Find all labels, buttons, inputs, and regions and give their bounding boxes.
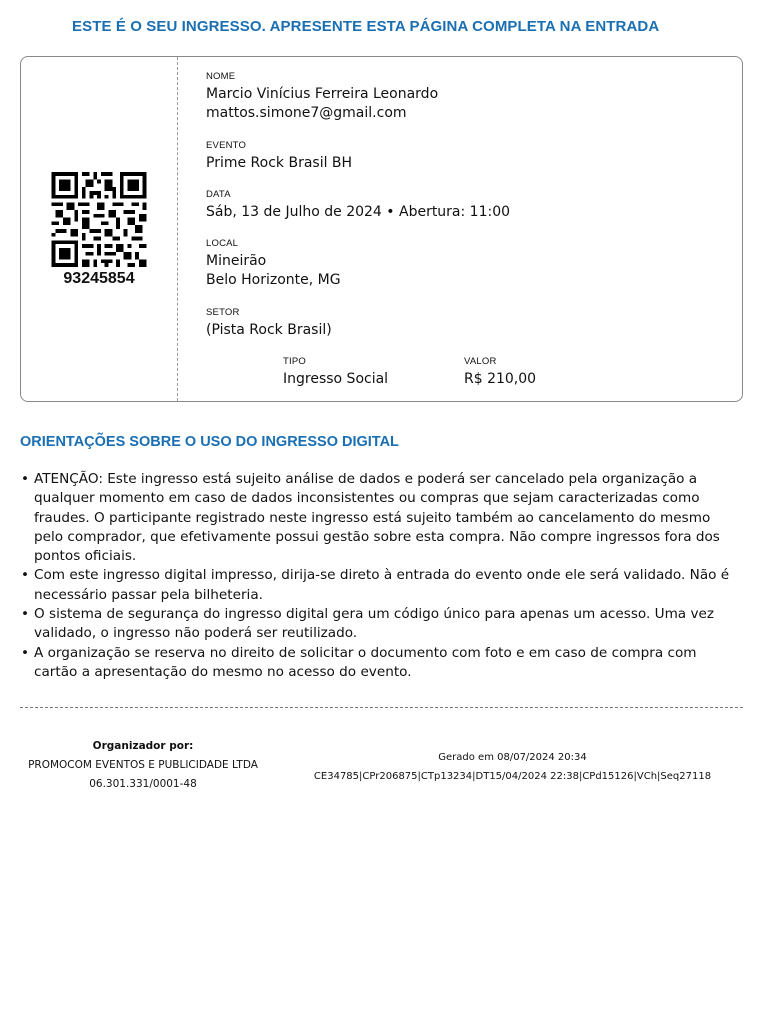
organizer-block [18, 737, 268, 794]
orientations-list [20, 470, 740, 682]
organizer-title: Organizador por: [92, 740, 194, 752]
field-label: SETOR [206, 307, 240, 318]
ticket-divider [177, 57, 178, 401]
field-label: NOME [206, 71, 236, 82]
generation-block [300, 748, 725, 786]
qr-code-icon [49, 172, 149, 267]
ticket-codes: CE34785|CPr206875|CTp13234|DT15/04/2024 22:38|CPd15126|VCh|Seq27118 [313, 771, 712, 782]
sector-name: (Pista Rock Brasil) [206, 322, 332, 338]
qr-block [49, 172, 149, 288]
organizer-name: PROMOCOM EVENTOS E PUBLICIDADE LTDA [28, 759, 258, 771]
list-item: • O sistema de segurança do ingresso digital gera um código único para apenas um acesso. Uma vez validado, o ingresso não poderá ser reutilizado. [20, 605, 740, 644]
orientations-title: ORIENTAÇÕES SOBRE O USO DO INGRESSO DIGITAL [20, 434, 399, 450]
ticket-code: 93245854 [63, 270, 135, 287]
field-label: DATA [206, 189, 231, 200]
page-header: ESTE É O SEU INGRESSO. APRESENTE ESTA PÁGINA COMPLETA NA ENTRADA [72, 18, 660, 35]
list-item: • ATENÇÃO: Este ingresso está sujeito análise de dados e poderá ser cancelado pela organização a qualquer momento em caso de dados inconsistentes ou compras que sejam caracterizadas como fraudes. O participante registrado neste ingresso está sujeito também ao cancelamento do mesmo pelo comprador, que efetivamente possui gestão sobre esta compra. Não compre ingressos fora dos pontos oficiais. [20, 470, 740, 566]
field-tipo [283, 356, 388, 389]
field-valor [464, 356, 536, 389]
event-date: Sáb, 13 de Julho de 2024 • Abertura: 11:00 [206, 204, 511, 220]
footer-divider [20, 707, 743, 708]
field-setor [206, 307, 332, 340]
list-item: • A organização se reserva no direito de solicitar o documento com foto e em caso de compra com cartão a apresentação do mesmo no acesso do evento. [20, 644, 740, 683]
organizer-cnpj: 06.301.331/0001-48 [89, 778, 197, 790]
field-label: LOCAL [206, 238, 239, 249]
list-item: • Com este ingresso digital impresso, dirija-se direto à entrada do evento onde ele será validado. Não é necessário passar pela bilheteria. [20, 566, 740, 605]
field-label: TIPO [283, 356, 306, 367]
field-nome [206, 71, 438, 123]
field-evento [206, 140, 352, 173]
generated-timestamp: Gerado em 08/07/2024 20:34 [438, 752, 587, 763]
ticket-price: R$ 210,00 [464, 371, 537, 387]
venue-city: Belo Horizonte, MG [206, 272, 341, 288]
venue-name: Mineirão [206, 253, 267, 269]
attendee-email: mattos.simone7@gmail.com [206, 105, 407, 121]
attendee-name: Marcio Vinícius Ferreira Leonardo [206, 86, 439, 102]
field-label: EVENTO [206, 140, 247, 151]
ticket-card [20, 56, 743, 402]
ticket-type: Ingresso Social [283, 371, 389, 387]
field-local [206, 238, 341, 290]
event-name: Prime Rock Brasil BH [206, 155, 353, 171]
field-data [206, 189, 510, 222]
field-label: VALOR [464, 356, 497, 367]
